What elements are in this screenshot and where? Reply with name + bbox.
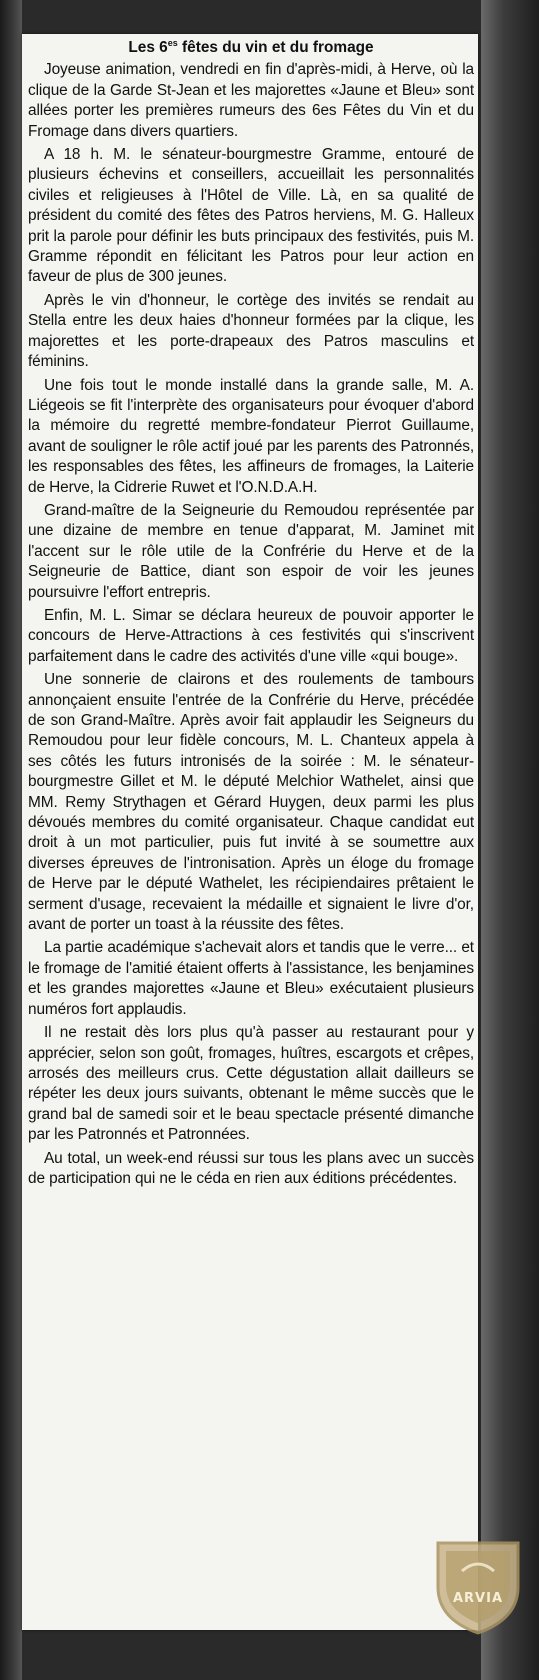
watermark-text: ARVIA — [452, 1591, 504, 1606]
title-prefix: Les 6 — [128, 39, 168, 56]
title-suffix: fêtes du vin et du fromage — [177, 39, 374, 56]
paragraph: Une fois tout le monde installé dans la grande salle, M. A. Liégeois se fit l'interprète des organisateurs pour évoquer d'abord la mémoire du regretté membre-fondateur Pierrot Guillaume, avant de souligner le rôle actif joué par les parents des Patronnés, les responsables des fêtes, les affineurs de fromages, la Laiterie de Herve, la Cidrerie Ruwet et l'O.N.D.A.H. — [28, 376, 474, 496]
paragraph: Au total, un week-end réussi sur tous les plans avec un succès de participation qui ne le céda en rien aux éditions précédentes. — [28, 1149, 474, 1187]
scan-edge-right — [481, 0, 539, 1680]
shield-icon — [432, 1535, 524, 1635]
paragraph: Une sonnerie de clairons et des roulements de tambours annonçaient ensuite l'entrée de la Confrérie du Herve, précédée de son Grand-Maître. Après avoir fait applaudir les Seigneurs du Remoudou pour leur fidèle concours, M. L. Chanteux appela à ses côtés les futurs intronisés de la soirée : M. le sénateur-bourgmestre Gillet et M. le député Melchior Wathelet, ainsi que MM. Remy Strythagen et Gérard Huygen, deux parmi les plus dévoués membres du comité organisateur. Chaque candidat eut droit à un mot particulier, puis fut invité à se soumettre aux diverses épreuves de l'intronisation. Après un éloge du fromage de Herve par le député Wathelet, les récipiendaires prêtaient le serment d'usage, recevaient la médaille et signaient le livre d'or, avant de porter un toast à la réussite des fêtes. — [28, 671, 474, 934]
title-superscript: es — [167, 37, 178, 48]
arvia-watermark-seal — [432, 1535, 524, 1635]
paragraph: La partie académique s'achevait alors et tandis que le verre... et le fromage de l'amitié étaient offerts à l'assistance, les benjamines et les grandes majorettes «Jaune et Bleu» exécutaient plusieurs numéros fort applaudis. — [28, 939, 474, 1018]
newspaper-clipping — [22, 34, 478, 1630]
article-title — [28, 38, 474, 58]
paragraph: Après le vin d'honneur, le cortège des invités se rendait au Stella entre les deux haies d'honneur formées par la clique, les majorettes et les porte-drapeaux des Patros masculins et féminins. — [28, 291, 474, 371]
paragraph: Enfin, M. L. Simar se déclara heureux de pouvoir apporter le concours de Herve-Attractions à ces festivités qui s'inscrivent parfaitement dans le cadre des activités d'une ville «qui bouge». — [28, 606, 474, 665]
article-body — [28, 38, 474, 1192]
paragraph: A 18 h. M. le sénateur-bourgmestre Gramme, entouré de plusieurs échevins et conseillers, accueillait les personnalités civiles et religieuses à l'Hôtel de Ville. Là, en sa qualité de président du comité des fêtes des Patros herviens, M. G. Halleux prit la parole pour définir les buts principaux des festivités, puis M. Gramme répondit en félicitant les Patros pour leur action en faveur de plus de 300 jeunes. — [28, 146, 474, 286]
scan-edge-left — [0, 0, 22, 1680]
paragraph: Il ne restait dès lors plus qu'à passer au restaurant pour y apprécier, selon son goût, fromages, huîtres, escargots et crêpes, arrosés des meilleurs crus. Cette dégustation allait dailleurs se répéter les deux jours suivants, obtenant le même succès que le grand bal de samedi soir et le beau spectacle présenté dimanche par les Patronnés et Patronnées. — [28, 1024, 474, 1144]
paragraph: Grand-maître de la Seigneurie du Remoudou représentée par une dizaine de membre en tenue d'apparat, M. Jaminet mit l'accent sur le rôle utile de la Confrérie du Herve et de la Seigneurie de Battice, diant son espoir de voir les jeunes poursuivre l'effort entrepris. — [28, 501, 474, 601]
paragraph: Joyeuse animation, vendredi en fin d'après-midi, à Herve, où la clique de la Garde St-Jean et les majorettes «Jaune et Bleu» sont allées porter les premières rumeurs des 6es Fêtes du Vin et du Fromage dans divers quartiers. — [28, 61, 474, 140]
